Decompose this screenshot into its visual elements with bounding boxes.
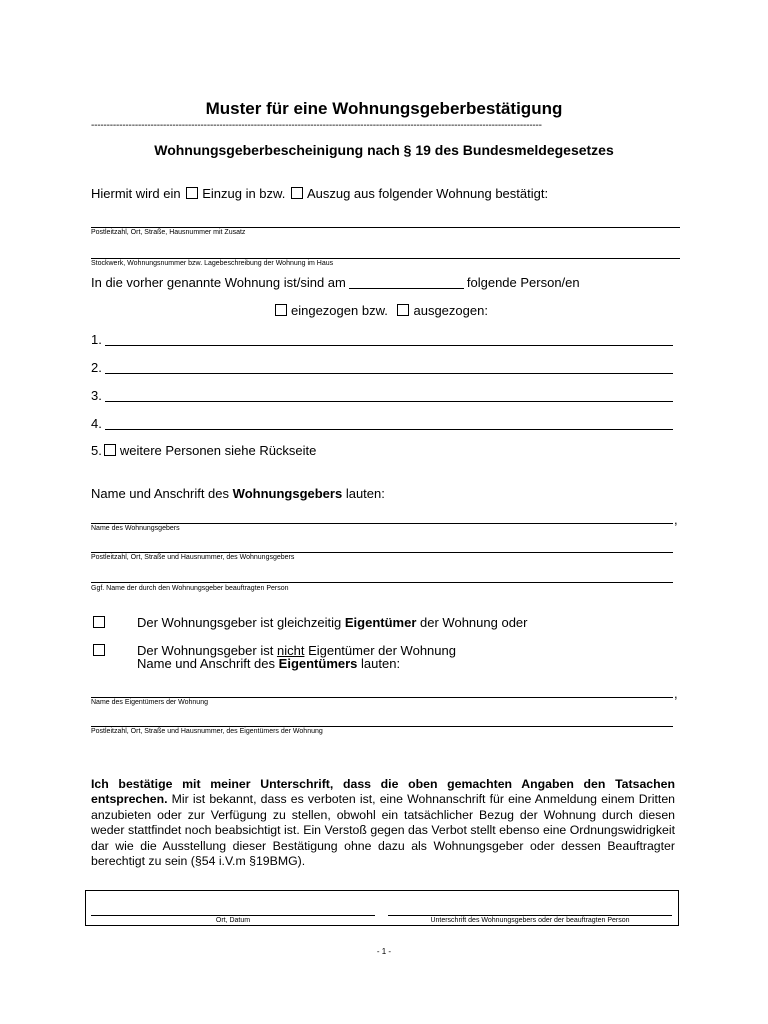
ausgezogen-label: ausgezogen: (413, 303, 488, 318)
title-separator: ------------------------------------------------------------------------------------------------------------------------------------------------ (91, 120, 542, 131)
owner-opt2-underlined: nicht (276, 643, 305, 658)
person-4-field[interactable] (105, 419, 673, 430)
landlord-comma: , (674, 512, 678, 527)
person-row-2 (91, 360, 673, 376)
owner-address-field[interactable] (91, 726, 673, 727)
landlord-agent-caption: Ggf. Name der durch den Wohnungsgeber beauftragten Person (91, 585, 289, 592)
einzug-label: Einzug in bzw. (202, 186, 286, 201)
more-persons-label: weitere Personen siehe Rückseite (119, 443, 317, 458)
einzug-checkbox[interactable] (186, 187, 198, 199)
auszug-label: Auszug aus folgender Wohnung bestätigt: (306, 186, 549, 201)
owner-comma: , (674, 686, 678, 701)
ausgezogen-checkbox[interactable] (397, 304, 409, 316)
person-number: 5. (91, 443, 102, 458)
owner-opt1-b: der Wohnung oder (420, 615, 528, 630)
person-number: 1. (91, 332, 102, 347)
person-row-4 (91, 416, 673, 432)
owner-opt2-a: Der Wohnungsgeber ist (137, 643, 274, 658)
landlord-address-field[interactable] (91, 552, 673, 553)
owner-opt2-line2-bold: Eigentümers (278, 656, 358, 671)
landlord-intro-bold: Wohnungsgebers (232, 486, 343, 501)
moved-sentence (91, 275, 580, 291)
place-date-caption: Ort, Datum (215, 917, 251, 924)
intro-prefix: Hiermit wird ein (91, 186, 181, 201)
moved-sentence-a: In die vorher genannte Wohnung ist/sind am (91, 275, 346, 290)
floor-caption: Stockwerk, Wohnungsnummer bzw. Lagebeschreibung der Wohnung im Haus (91, 260, 334, 267)
signature-caption: Unterschrift des Wohnungsgebers oder der beauftragten Person (430, 917, 630, 924)
landlord-intro-a: Name und Anschrift des (91, 486, 230, 501)
landlord-intro (91, 486, 385, 502)
eingezogen-checkbox[interactable] (275, 304, 287, 316)
owner-opt2-b: Eigentümer der Wohnung (308, 643, 456, 658)
declaration-paragraph (91, 777, 675, 869)
landlord-intro-b: lauten: (345, 486, 385, 501)
owner-is-landlord-checkbox[interactable] (93, 616, 105, 628)
more-persons-checkbox[interactable] (104, 444, 116, 456)
owner-address-caption: Postleitzahl, Ort, Straße und Hausnummer, des Eigentümers der Wohnung (91, 728, 323, 735)
eingezogen-label: eingezogen bzw. (291, 303, 388, 318)
owner-opt1-a: Der Wohnungsgeber ist gleichzeitig (137, 615, 342, 630)
owner-option-2-line-2 (137, 656, 400, 672)
owner-opt1-bold: Eigentümer (344, 615, 417, 630)
owner-name-caption: Name des Eigentümers der Wohnung (91, 699, 208, 706)
declaration-text: Mir ist bekannt, dass es verboten ist, eine Wohnanschrift für eine Anmeldung einem Dritten anzubieten oder zur Verfügung zu stellen, obwohl ein tatsächlicher Bezug der Wohnung durch diesen weder stattfindet noch beabsichtigt ist. Ein Verstoß gegen das Verbot stellt ebenso eine Ordnungswidrigkeit dar wie die Ausstellung dieser Bestätigung ohne dazu als Wohnungsgeber oder dessen Beauftragter berechtigt zu sein (§54 i.V.m §19BMG). (91, 792, 675, 869)
address-caption: Postleitzahl, Ort, Straße, Hausnummer mit Zusatz (91, 229, 246, 236)
moved-sentence-b: folgende Person/en (466, 275, 580, 290)
owner-opt2-line2-a: Name und Anschrift des (137, 656, 276, 671)
signature-field[interactable] (388, 915, 672, 916)
person-number: 3. (91, 388, 102, 403)
move-date-field[interactable] (349, 276, 464, 289)
person-row-3 (91, 388, 673, 404)
landlord-agent-field[interactable] (91, 582, 673, 583)
owner-opt2-line2-b: lauten: (361, 656, 401, 671)
page-subtitle: Wohnungsgeberbescheinigung nach § 19 des Bundesmeldegesetzes (154, 142, 614, 158)
landlord-name-caption: Name des Wohnungsgebers (91, 525, 180, 532)
owner-name-field[interactable] (91, 697, 673, 698)
page-title: Muster für eine Wohnungsgeberbestätigung (205, 99, 563, 118)
place-date-field[interactable] (91, 915, 375, 916)
person-3-field[interactable] (105, 391, 673, 402)
person-row-1 (91, 332, 673, 348)
moved-options (273, 303, 488, 319)
address-field[interactable] (91, 227, 680, 228)
person-1-field[interactable] (105, 335, 673, 346)
person-number: 4. (91, 416, 102, 431)
intro-line (91, 186, 548, 202)
declaration-bold: Ich bestätige mit meiner Unterschrift, dass die oben gemachten Angaben den Tatsachen entsprechen. (91, 777, 675, 807)
auszug-checkbox[interactable] (291, 187, 303, 199)
landlord-address-caption: Postleitzahl, Ort, Straße und Hausnummer, des Wohnungsgebers (91, 554, 295, 561)
floor-field[interactable] (91, 258, 680, 259)
owner-not-landlord-checkbox[interactable] (93, 644, 105, 656)
person-row-5 (91, 443, 316, 459)
owner-option-1 (137, 615, 527, 631)
landlord-name-field[interactable] (91, 523, 673, 524)
person-number: 2. (91, 360, 102, 375)
page-number: - 1 - (376, 947, 392, 956)
person-2-field[interactable] (105, 363, 673, 374)
